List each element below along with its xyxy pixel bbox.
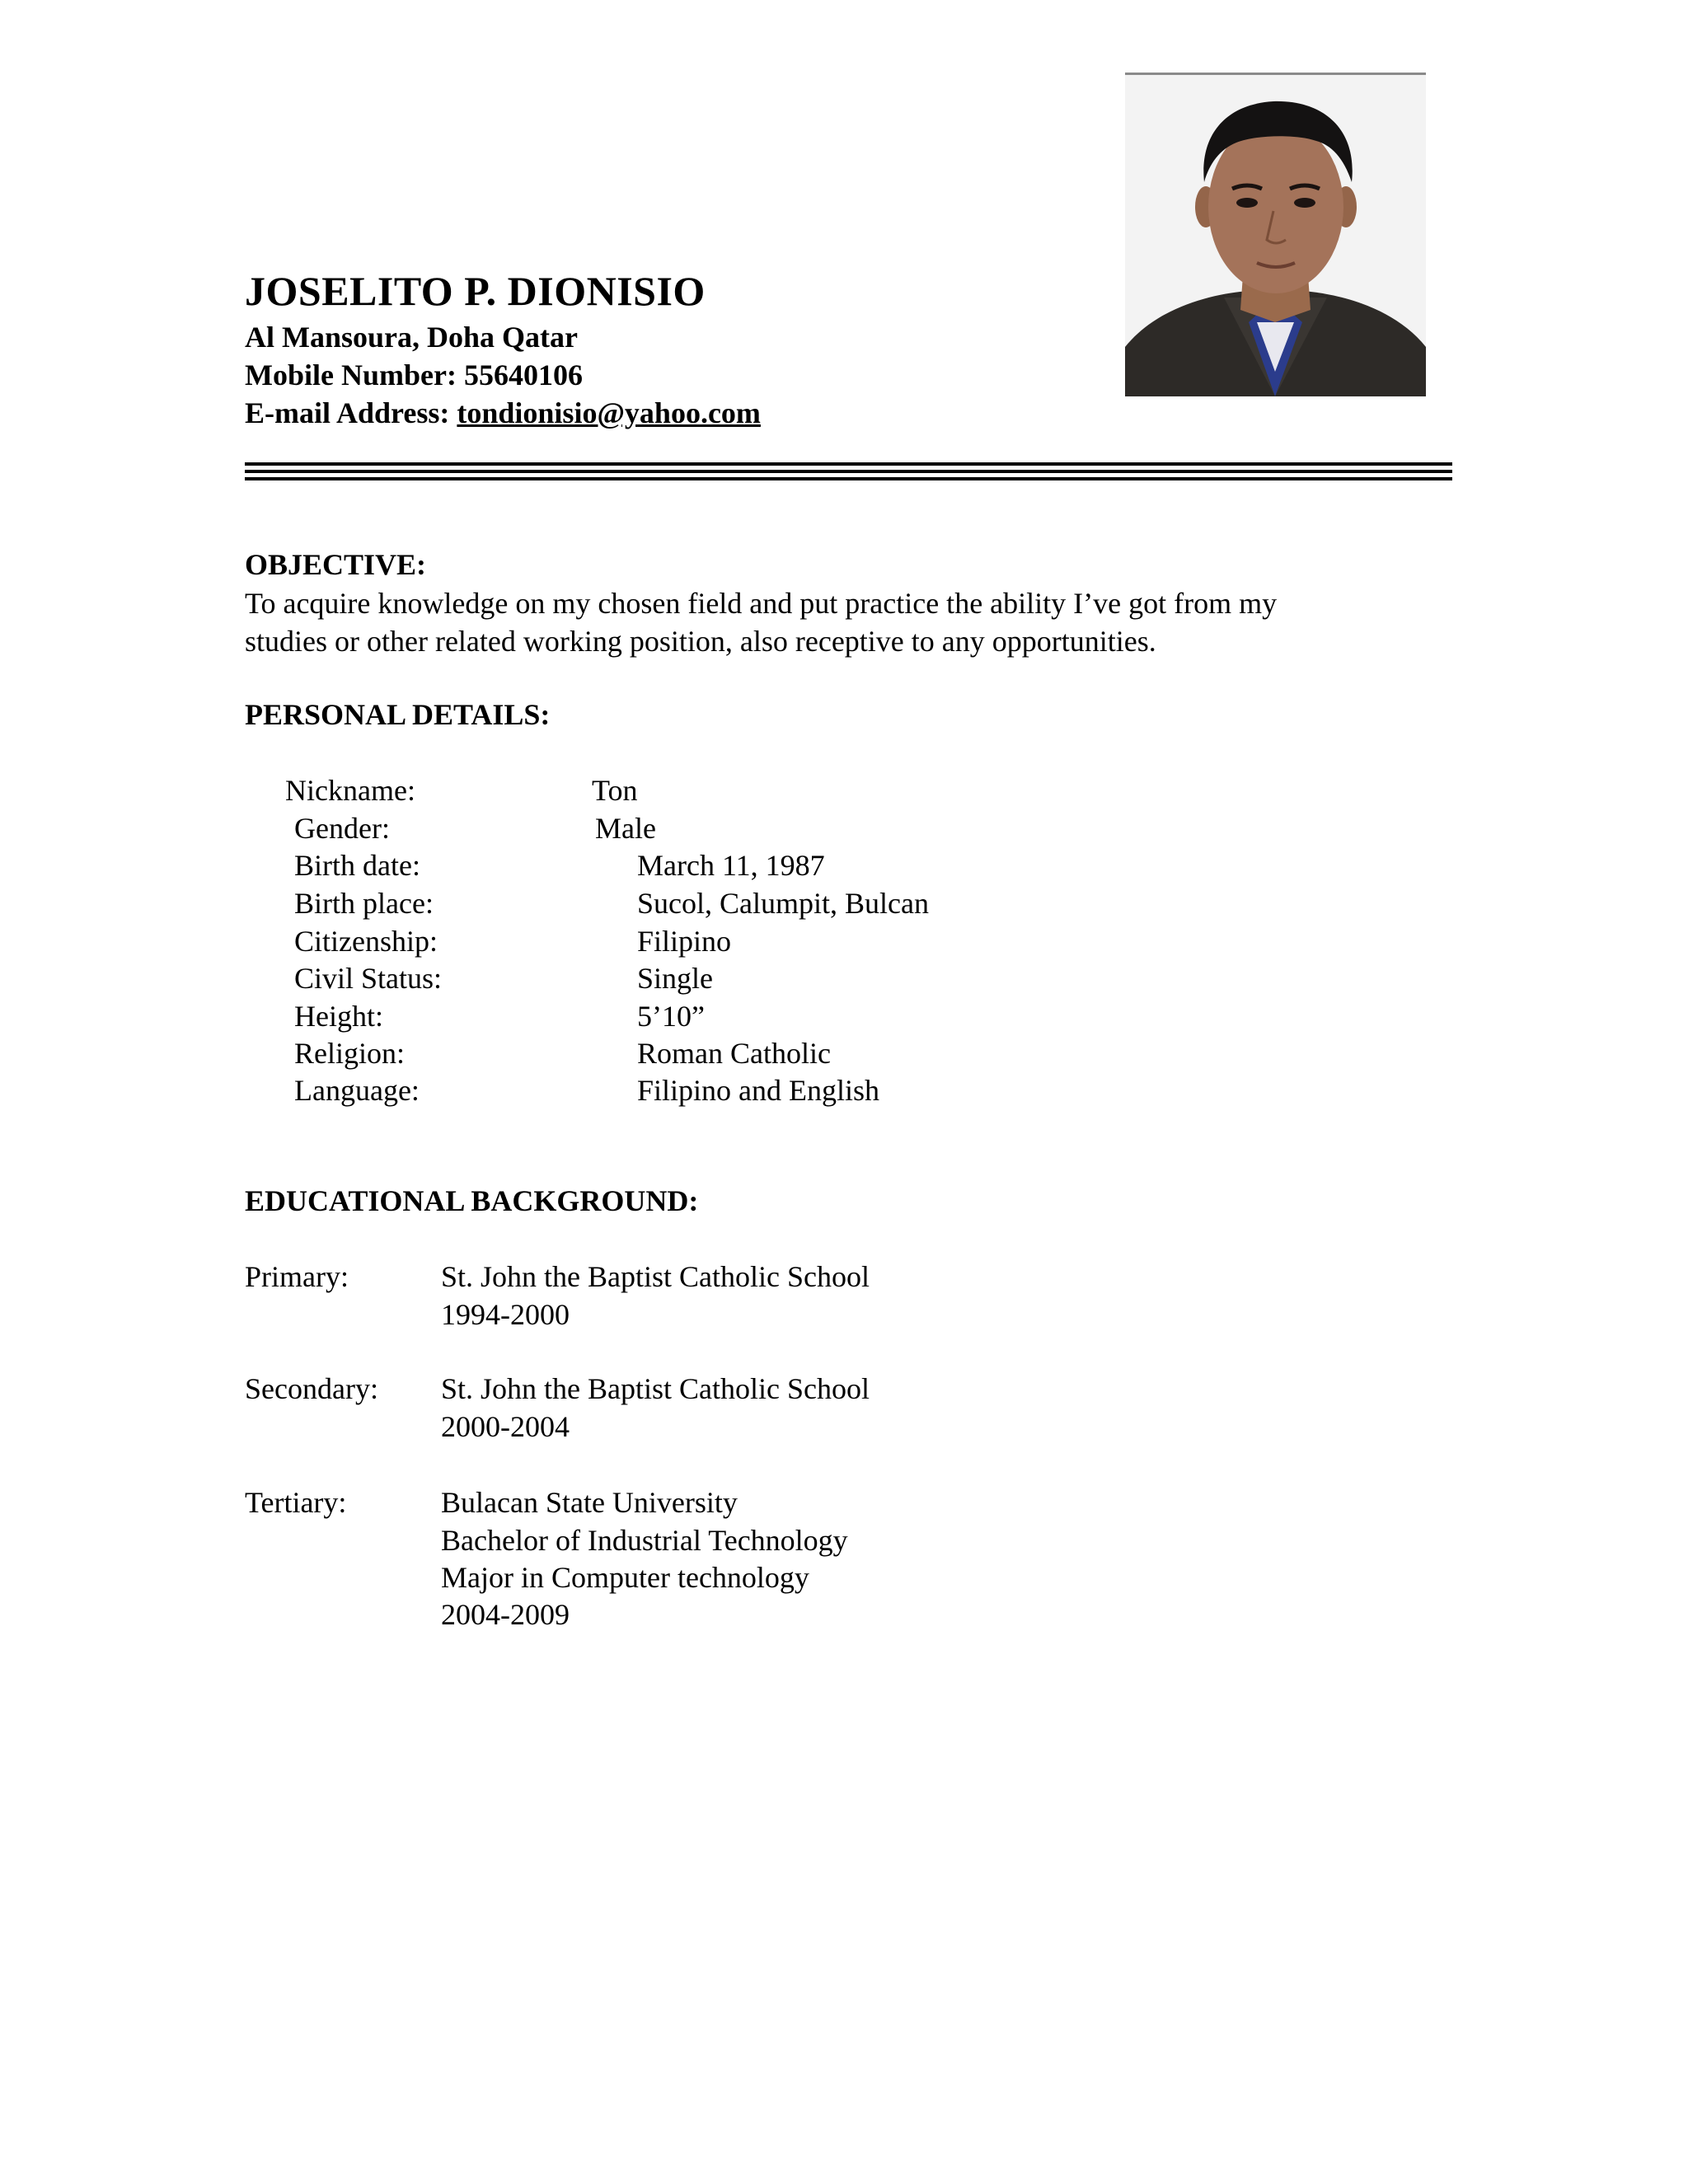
- secondary-years: 2000-2004: [441, 1410, 570, 1443]
- citizenship-value: Filipino: [637, 925, 732, 958]
- religion-label: Religion:: [294, 1037, 405, 1070]
- height-label: Height:: [294, 1000, 383, 1033]
- email-line: [245, 396, 761, 430]
- address-line: Al Mansoura, Doha Qatar: [245, 321, 578, 354]
- objective-heading: OBJECTIVE:: [245, 548, 427, 581]
- objective-text-line-1: To acquire knowledge on my chosen field and put practice the ability I’ve got from my: [245, 587, 1278, 620]
- tertiary-label: Tertiary:: [245, 1486, 347, 1519]
- tertiary-school: Bulacan State University: [441, 1486, 738, 1519]
- religion-value: Roman Catholic: [637, 1037, 831, 1070]
- birth-place-value: Sucol, Calumpit, Bulcan: [637, 887, 929, 920]
- profile-photo: [1125, 73, 1426, 396]
- civil-status-label: Civil Status:: [294, 962, 443, 995]
- birth-place-label: Birth place:: [294, 887, 434, 920]
- tertiary-degree: Bachelor of Industrial Technology: [441, 1524, 848, 1557]
- birth-date-value: March 11, 1987: [637, 849, 825, 882]
- gender-label: Gender:: [294, 812, 390, 845]
- nickname-value: Ton: [592, 774, 638, 807]
- header-divider-bottom: [245, 477, 1452, 480]
- primary-label: Primary:: [245, 1260, 349, 1293]
- personal-details-heading: PERSONAL DETAILS:: [245, 698, 551, 731]
- objective-text-line-2: studies or other related working position, also receptive to any opportunities.: [245, 625, 1156, 658]
- birth-date-label: Birth date:: [294, 849, 420, 882]
- email-label: E-mail Address:: [245, 396, 450, 429]
- mobile-label: Mobile Number:: [245, 359, 457, 391]
- header-divider-middle: [245, 470, 1452, 473]
- primary-school: St. John the Baptist Catholic School: [441, 1260, 870, 1293]
- nickname-label: Nickname:: [285, 774, 415, 807]
- tertiary-years: 2004-2009: [441, 1598, 570, 1631]
- secondary-label: Secondary:: [245, 1372, 378, 1405]
- candidate-name: JOSELITO P. DIONISIO: [245, 268, 706, 314]
- portrait-illustration: [1125, 75, 1426, 396]
- mobile-line: [245, 358, 583, 392]
- citizenship-label: Citizenship:: [294, 925, 438, 958]
- language-label: Language:: [294, 1074, 420, 1107]
- gender-value: Male: [595, 812, 656, 845]
- language-value: Filipino and English: [637, 1074, 880, 1107]
- tertiary-major: Major in Computer technology: [441, 1561, 809, 1594]
- education-heading: EDUCATIONAL BACKGROUND:: [245, 1184, 699, 1217]
- mobile-value: 55640106: [463, 359, 583, 391]
- secondary-school: St. John the Baptist Catholic School: [441, 1372, 870, 1405]
- height-value: 5’10”: [637, 1000, 705, 1033]
- email-link[interactable]: tondionisio@yahoo.com: [457, 396, 761, 429]
- civil-status-value: Single: [637, 962, 714, 995]
- header-divider-top: [245, 462, 1452, 466]
- primary-years: 1994-2000: [441, 1298, 570, 1331]
